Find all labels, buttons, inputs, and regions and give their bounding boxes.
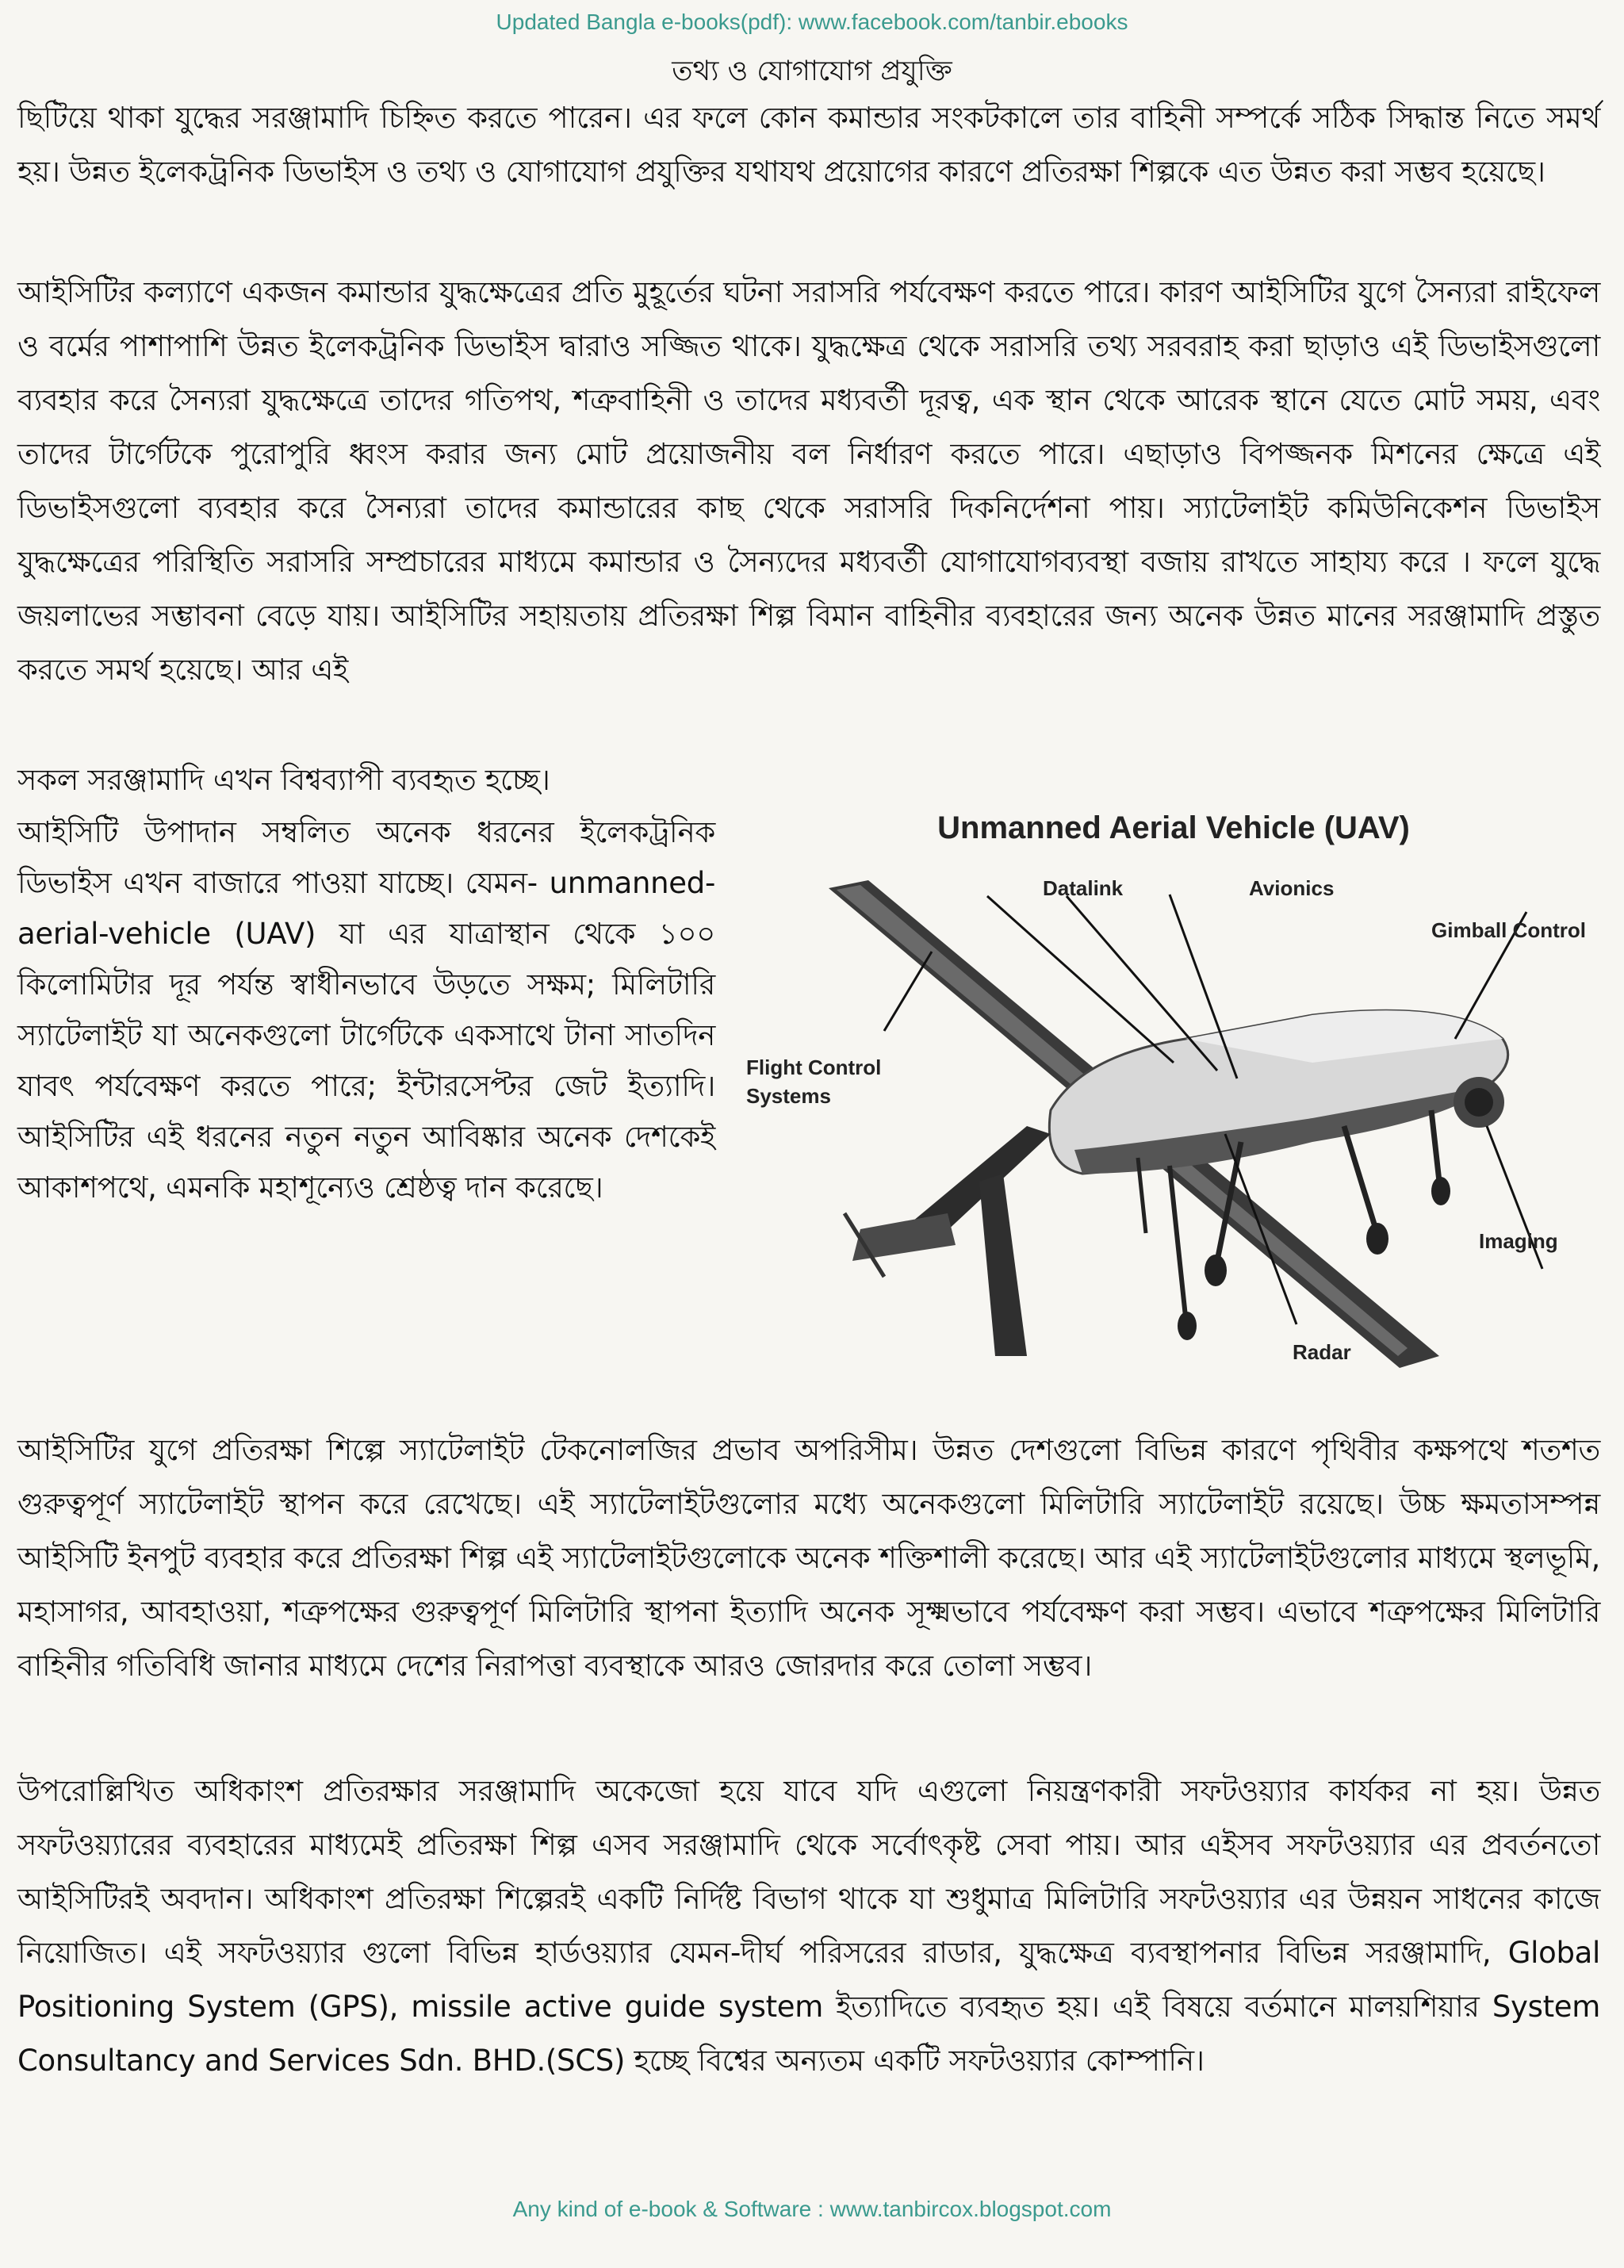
uav-figure <box>741 801 1606 1396</box>
paragraph-5: উপরোল্লিখিত অধিকাংশ প্রতিরক্ষার সরঞ্জামাদি অকেজো হয়ে যাবে যদি এগুলো নিয়ন্ত্রণকারী সফটওয়্যার কার্যকর না হয়। উন্নত সফটওয়্যারের ব্যবহারের মাধ্যমেই প্রতিরক্ষা শিল্প এসব সরঞ্জামাদি থেকে সর্বোৎকৃষ্ট সেবা পায়। আর এইসব সফটওয়্যার এর প্রবর্তনতো আইসিটিরই অবদান। অধিকাংশ প্রতিরক্ষা শিল্পেরই একটি নির্দিষ্ট বিভাগ থাকে যা শুধুমাত্র মিলিটারি সফটওয়্যার এর উন্নয়ন সাধনের কাজে নিয়োজিত। এই সফটওয়্যার গুলো বিভিন্ন হার্ডওয়্যার যেমন-দীর্ঘ পরিসরের রাডার, যুদ্ধক্ষেত্র ব্যবস্থাপনার বিভিন্ন সরঞ্জামাদি, Global Positioning System (GPS), missile active guide system ইত্যাদিতে ব্যবহৃত হয়। এই বিষয়ে বর্তমানে মালয়শিয়ার System Consultancy and Services Sdn. BHD.(SCS) হচ্ছে বিশ্বের অন্যতম একটি সফটওয়্যার কোম্পানি। <box>17 1774 1600 2078</box>
label-datalink: Datalink <box>1043 876 1124 900</box>
label-avionics: Avionics <box>1249 876 1335 900</box>
paragraph-2-continued: সকল সরঞ্জামাদি এখন বিশ্বব্যাপী ব্যবহৃত হচ্ছে। <box>17 763 550 797</box>
label-flight-control-systems: Flight Control Systems <box>746 1055 882 1108</box>
bottom-watermark-link: Any kind of e-book & Software : www.tanbircox.blogspot.com <box>512 2197 1112 2221</box>
label-imaging: Imaging <box>1479 1229 1558 1253</box>
paragraph-2: আইসিটির কল্যাণে একজন কমান্ডার যুদ্ধক্ষেত্রের প্রতি মুহূর্তের ঘটনা সরাসরি পর্যবেক্ষণ করতে পারে। কারণ আইসিটির যুগে সৈন্যরা রাইফেল ও বর্মের পাশাপাশি উন্নত ইলেকট্রনিক ডিভাইস দ্বারাও সজ্জিত থাকে। যুদ্ধক্ষেত্র থেকে সরাসরি তথ্য সরবরাহ করা ছাড়াও এই ডিভাইসগুলো ব্যবহার করে সৈন্যরা যুদ্ধক্ষেত্রে তাদের গতিপথ, শত্রুবাহিনী ও তাদের মধ্যবর্তী দূরত্ব, এক স্থান থেকে আরেক স্থানে যেতে মোট সময়, এবং তাদের টার্গেটকে পুরোপুরি ধ্বংস করার জন্য মোট প্রয়োজনীয় বল নির্ধারণ করতে পারে। এছাড়াও বিপজ্জনক মিশনের ক্ষেত্রে এই ডিভাইসগুলো ব্যবহার করে সৈন্যরা তাদের কমান্ডারের কাছ থেকে সরাসরি দিকনির্দেশনা পায়। স্যাটেলাইট কমিউনিকেশন ডিভাইস যুদ্ধক্ষেত্রের পরিস্থিতি সরাসরি সম্প্রচারের মাধ্যমে কমান্ডার ও সৈন্যদের মধ্যবর্তী যোগাযোগব্যবস্থা বজায় রাখতে সাহায্য করে । ফলে যুদ্ধে জয়লাভের সম্ভাবনা বেড়ে যায়। আইসিটির সহায়তায় প্রতিরক্ষা শিল্প বিমান বাহিনীর ব্যবহারের জন্য অনেক উন্নত মানের সরঞ্জামাদি প্রস্তুত করতে সমর্থ হয়েছে। আর এই <box>17 275 1600 687</box>
paragraph-1: ছিটিয়ে থাকা যুদ্ধের সরঞ্জামাদি চিহ্নিত করতে পারেন। এর ফলে কোন কমান্ডার সংকটকালে তার বাহিনী সম্পর্কে সঠিক সিদ্ধান্ত নিতে সমর্থ হয়। উন্নত ইলেকট্রনিক ডিভাইস ও তথ্য ও যোগাযোগ প্রযুক্তির যথাযথ প্রয়োগের কারণে প্রতিরক্ষা শিল্পকে এত উন্নত করা সম্ভব হয়েছে। <box>17 101 1600 189</box>
paragraph-4: আইসিটির যুগে প্রতিরক্ষা শিল্পে স্যাটেলাইট টেকনোলজির প্রভাব অপরিসীম। উন্নত দেশগুলো বিভিন্ন কারণে পৃথিবীর কক্ষপথে শতশত গুরুত্বপূর্ণ স্যাটেলাইট স্থাপন করে রেখেছে। এই স্যাটেলাইটগুলোর মধ্যে অনেকগুলো মিলিটারি স্যাটেলাইট রয়েছে। উচ্চ ক্ষমতাসম্পন্ন আইসিটি ইনপুট ব্যবহার করে প্রতিরক্ষা শিল্প এই স্যাটেলাইটগুলোকে অনেক শক্তিশালী করেছে। আর এই স্যাটেলাইটগুলোর মাধ্যমে স্থলভূমি, মহাসাগর, আবহাওয়া, শত্রুপক্ষের গুরুত্বপূর্ণ মিলিটারি স্থাপনা ইত্যাদি অনেক সূক্ষ্মভাবে পর্যবেক্ষণ করা সম্ভব। এভাবে শত্রুপক্ষের মিলিটারি বাহিনীর গতিবিধি জানার মাধ্যমে দেশের নিরাপত্তা ব্যবস্থাকে আরও জোরদার করে তোলা সম্ভব। <box>17 1433 1600 1683</box>
label-radar: Radar <box>1293 1340 1351 1364</box>
running-head: তথ্য ও যোগাযোগ প্রযুক্তি <box>672 56 952 87</box>
label-gimball-control: Gimball Control <box>1431 918 1586 942</box>
figure-title: Unmanned Aerial Vehicle (UAV) <box>937 810 1410 845</box>
top-watermark-link: Updated Bangla e-books(pdf): www.facebook.com/tanbir.ebooks <box>496 10 1128 34</box>
paragraph-3-column: আইসিটি উপাদান সম্বলিত অনেক ধরনের ইলেকট্রনিক ডিভাইস এখন বাজারে পাওয়া যাচ্ছে। যেমন- unmanned-aerial-vehicle (UAV) যা এর যাত্রাস্থান থেকে ১০০ কিলোমিটার দূর পর্যন্ত স্বাধীনভাবে উড়তে সক্ষম; মিলিটারি স্যাটেলাইট যা অনেকগুলো টার্গেটকে একসাথে টানা সাতদিন যাবৎ পর্যবেক্ষণ করতে পারে; ইন্টারসেপ্টর জেট ইত্যাদি। আইসিটির এই ধরনের নতুন নতুন আবিষ্কার অনেক দেশকেই আকাশপথে, এমনকি মহাশূন্যেও শ্রেষ্ঠত্ব দান করেছে। <box>17 815 715 1205</box>
